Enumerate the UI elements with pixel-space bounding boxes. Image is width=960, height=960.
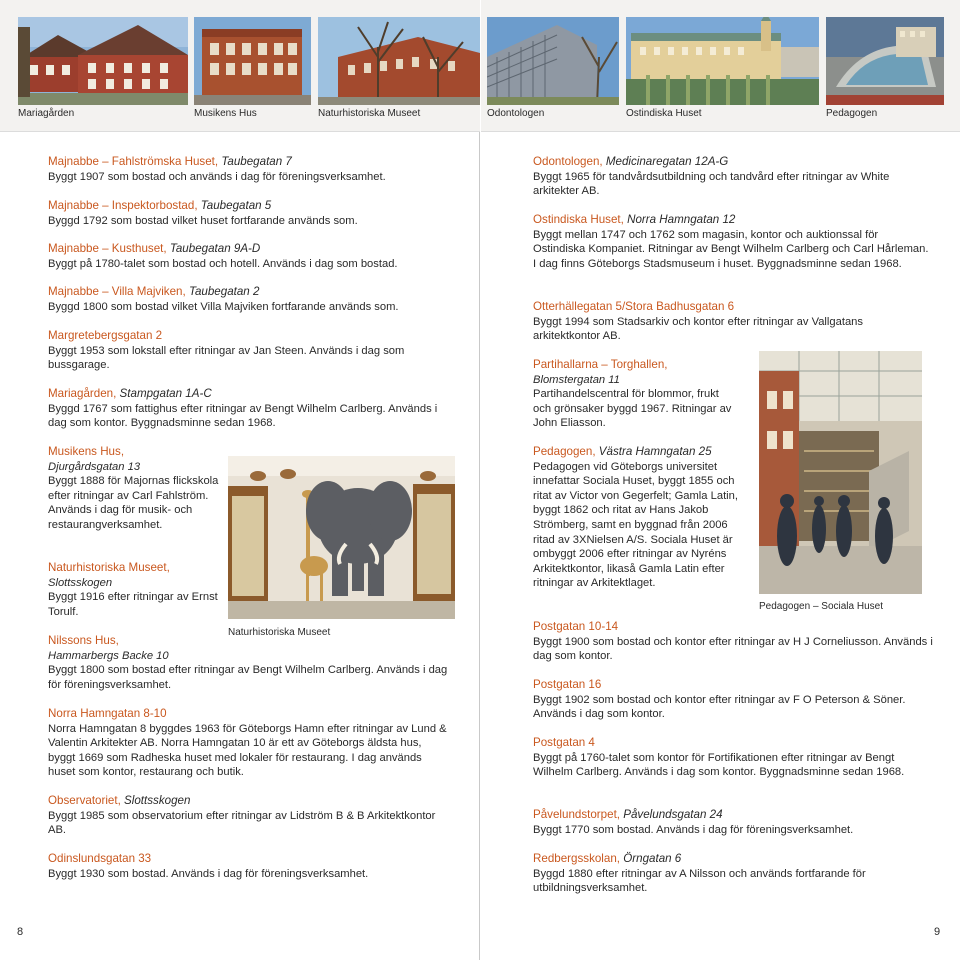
entry-text: Byggd 1767 som fattighus efter ritningar av Bengt Wilhelm Carlberg. Används i dag som kontor. Byggnadsminne sedan 1968. [48, 402, 438, 430]
caption-pedagogen: Pedagogen [826, 108, 878, 119]
entry-title: Ostindiska Huset [533, 213, 621, 226]
entry-title: Naturhistoriska Museet [48, 561, 167, 574]
entry-title: Musikens Hus [48, 445, 121, 458]
entry-title: Postgatan 10-14 [533, 620, 619, 633]
entry-title: Påvelundstorpet [533, 808, 617, 821]
entry-address: Taubegatan 5 [200, 199, 272, 212]
entry-text: Byggt 1930 som bostad. Används i dag för föreningsverksamhet. [48, 867, 369, 880]
entry-text: Pedagogen vid Göteborgs universitet innefattar Sociala Huset, byggt 1855 och ritat av Victor von Gegerfelt; Gamla Latin, byggt 1862 och ritat av Hans Jakob Strömberg, samt en byggnad från 2006 ritad av 3XNielsen A/S. Sociala Huset är ombyggt 2006 efter ritningar av Nyréns Arkitektkontor, likaså Gamla Latin efter ritningar av Arkitektlaget. [533, 460, 738, 590]
entry-title: Redbergsskolan [533, 852, 617, 865]
entry-postgatan-10-14 [533, 620, 933, 664]
entry-title: Postgatan 4 [533, 736, 595, 749]
entry-text: Byggd 1792 som bostad vilket huset fortfarande används som. [48, 214, 358, 227]
entry-address: Påvelundsgatan 24 [623, 808, 723, 821]
entry-address: Norra Hamngatan 12 [627, 213, 736, 226]
photo-musikens-hus [194, 17, 311, 105]
entry-text: Byggt mellan 1747 och 1762 som magasin, kontor och auktionssal för Ostindiska Kompaniet. Ritningar av Bengt Wilhelm Carlberg och Carl Hårleman. I dag finns Göteborgs Stadsmuseum i huset. Byggnadsminne sedan 1968. [533, 228, 929, 270]
entry-text: Byggd 1800 som bostad vilket Villa Majviken fortfarande används som. [48, 300, 399, 313]
entry-title: Pedagogen [533, 445, 593, 458]
caption-mariagarden: Mariagården [18, 108, 75, 119]
entry-address: Taubegatan 9A-D [169, 242, 261, 255]
entry-title: Majnabbe – Kusthuset [48, 242, 164, 255]
entry-text: Byggt 1900 som bostad och kontor efter ritningar av H J Corneliusson. Används i dag som kontor. [533, 635, 933, 663]
entry-text: Byggt 1902 som bostad och kontor efter ritningar av F O Peterson & Söner. Används i dag som kontor. [533, 693, 906, 721]
entry-pedagogen: Pedagogen, Västra Hamngatan 25 Pedagogen vid Göteborgs universitet innefattar Sociala Huset, byggt 1855 och ritat av Victor von Gegerfelt; Gamla Latin, byggt 1862 och ritat av Hans Jakob Strömberg, samt en byggnad från 2006 ritad av 3XNielsen A/S. Sociala Huset är ombyggt 2006 efter ritningar av Nyréns Arkitektkontor, likaså Gamla Latin efter ritningar av Arkitektlaget. [533, 445, 738, 590]
entry-inspektorbostad: Majnabbe – Inspektorbostad, Taubegatan 5 Byggd 1792 som bostad vilket huset fortfarande används som. [48, 199, 448, 228]
entry-text: Byggt 1985 som observatorium efter ritningar av Lidström B & B Arkitektkontor AB. [48, 809, 436, 837]
entry-ostindiska: Ostindiska Huset, Norra Hamngatan 12 Byggt mellan 1747 och 1762 som magasin, kontor och auktionssal för Ostindiska Kompaniet. Ritningar av Bengt Wilhelm Carlberg och Carl Hårleman. I dag finns Göteborgs Stadsmuseum i huset. Byggnadsminne sedan 1968. [533, 213, 933, 271]
photo-pedagogen [826, 17, 944, 105]
page-number: 8 [17, 926, 24, 938]
entry-text: Byggd 1880 efter ritningar av A Nilsson och används fortfarande för utbildningsverksamhet. [533, 867, 866, 895]
entry-text: Byggt på 1760-talet som kontor för Fortifikationen efter ritningar av Bengt Wilhelm Carlberg. Används i dag som kontor. Byggnadsminne sedan 1968. [533, 751, 905, 779]
entry-text: Partihandelscentral för blommor, frukt och grönsaker byggd 1967. Ritningar av John Eliasson. [533, 388, 732, 430]
entry-text: Byggt 1965 för tandvårdsutbildning och tandvård efter ritningar av White arkitekter AB. [533, 170, 890, 198]
entry-odinslundsgatan [48, 852, 448, 881]
entry-address: Slottsskogen [48, 576, 113, 589]
entry-postgatan-4 [533, 736, 923, 780]
entry-title: Otterhällegatan 5/Stora Badhusgatan 6 [533, 300, 735, 313]
photo-odontologen [487, 17, 619, 105]
entry-margretebergsgatan [48, 329, 448, 373]
entry-address: Slottsskogen [124, 794, 191, 807]
photo-ostindiska [626, 17, 819, 105]
entry-odontologen: Odontologen, Medicinaregatan 12A-G Byggt 1965 för tandvårdsutbildning och tandvård efter ritningar av White arkitekter AB. [533, 155, 933, 199]
caption-odontologen: Odontologen [487, 108, 545, 119]
entry-postgatan-16 [533, 678, 933, 722]
entry-fahlstromska: Majnabbe – Fahlströmska Huset, Taubegatan 7 Byggt 1907 som bostad och används i dag för föreningsverksamhet. [48, 155, 448, 184]
entry-pavelundstorpet: Påvelundstorpet, Påvelundsgatan 24 Byggt 1770 som bostad. Används i dag för föreningsverksamhet. [533, 808, 933, 837]
entry-title: Majnabbe – Villa Majviken [48, 285, 183, 298]
entry-title: Odontologen [533, 155, 600, 168]
entry-villa-majviken: Majnabbe – Villa Majviken, Taubegatan 2 Byggd 1800 som bostad vilket Villa Majviken fortfarande används som. [48, 285, 448, 314]
photo-naturhistoriska [318, 17, 480, 105]
caption-musikens-hus: Musikens Hus [194, 108, 257, 119]
entry-text: Byggt 1907 som bostad och används i dag för föreningsverksamhet. [48, 170, 386, 183]
entry-address: Stampgatan 1A-C [119, 387, 212, 400]
photo-mariagarden [18, 17, 188, 105]
entry-naturhistoriska: Naturhistoriska Museet, Slottsskogen Byggt 1916 efter ritningar av Ernst Torulf. [48, 561, 218, 618]
entry-address: Blomstergatan 11 [533, 373, 620, 386]
photo-strip-right [481, 0, 960, 132]
entry-text: Byggt 1888 för Majornas flickskola efter ritningar av Carl Fahlström. Används i dag för musik- och restaurangverksamhet. [48, 475, 219, 531]
entry-observatoriet: Observatoriet, Slottsskogen Byggt 1985 som observatorium efter ritningar av Lidström B & B Arkitektkontor AB. [48, 794, 448, 838]
entry-text: Byggt på 1780-talet som bostad och hotell. Används i dag som bostad. [48, 257, 398, 270]
entry-address: Djurgårdsgatan 13 [48, 460, 141, 473]
entry-partihallarna: Partihallarna – Torghallen, Blomstergatan 11 Partihandelscentral för blommor, frukt och grönsaker byggd 1967. Ritningar av John Eliasson. [533, 358, 732, 430]
entry-address: Taubegatan 7 [221, 155, 292, 168]
page-number: 9 [934, 926, 941, 938]
entry-text: Byggt 1770 som bostad. Används i dag för föreningsverksamhet. [533, 823, 854, 836]
entry-title: Partihallarna – Torghallen [533, 358, 665, 371]
entry-title: Odinslundsgatan 33 [48, 852, 152, 865]
entry-text: Byggt 1800 som bostad efter ritningar av Bengt Wilhelm Carlberg. Används i dag för föreningsverksamhet. [48, 664, 448, 691]
entry-title: Norra Hamngatan 8-10 [48, 707, 167, 720]
photo-pedagogen-interior [759, 351, 922, 594]
entry-title: Majnabbe – Fahlströmska Huset [48, 155, 215, 168]
entry-title: Margretebergsgatan 2 [48, 329, 163, 342]
entry-title: Mariagården [48, 387, 114, 400]
entry-address: Medicinaregatan 12A-G [605, 155, 729, 168]
photo-elephant-exhibit [228, 456, 455, 619]
entry-title: Nilssons Hus [48, 634, 116, 647]
entry-mariagarden: Mariagården, Stampgatan 1A-C Byggd 1767 som fattighus efter ritningar av Bengt Wilhelm Carlberg. Används i dag som kontor. Byggnadsminne sedan 1968. [48, 387, 438, 430]
entry-otterhallegatan [533, 300, 933, 344]
entry-redbergsskolan: Redbergsskolan, Örngatan 6 Byggd 1880 efter ritningar av A Nilsson och används fortfarande för utbildningsverksamhet. [533, 852, 933, 896]
photo-strip-left [0, 0, 480, 132]
entry-title: Postgatan 16 [533, 678, 602, 691]
entry-address: Västra Hamngatan 25 [598, 445, 712, 458]
entry-address: Taubegatan 2 [188, 285, 260, 298]
entry-nilssons-hus: Nilssons Hus, Hammarbergs Backe 10 Byggt 1800 som bostad efter ritningar av Bengt Wilhelm Carlberg. Används i dag för föreningsverksamhet. [48, 634, 448, 691]
entry-norra-hamngatan [48, 707, 448, 780]
entry-address: Örngatan 6 [623, 852, 682, 865]
entry-text: Byggt 1994 som Stadsarkiv och kontor efter ritningar av Vallgatans arkitektkontor AB. [533, 315, 863, 343]
photo-caption: Pedagogen – Sociala Huset [759, 601, 883, 612]
entry-title: Observatoriet [48, 794, 118, 807]
entry-kusthuset: Majnabbe – Kusthuset, Taubegatan 9A-D Byggt på 1780-talet som bostad och hotell. Används i dag som bostad. [48, 242, 448, 271]
entry-text: Byggt 1916 efter ritningar av Ernst Torulf. [48, 591, 218, 618]
photo-caption: Naturhistoriska Museet [228, 627, 331, 638]
caption-ostindiska: Ostindiska Huset [626, 108, 702, 119]
right-page [481, 0, 960, 960]
entry-title: Majnabbe – Inspektorbostad [48, 199, 195, 212]
entry-text: Byggt 1953 som lokstall efter ritningar av Jan Steen. Används i dag som bussgarage. [48, 344, 405, 372]
entry-text: Norra Hamngatan 8 byggdes 1963 för Göteborgs Hamn efter ritningar av Lund & Valentin Arkitekter AB. Norra Hamngatan 10 är ett av Göteborgs äldsta hus, byggt 1669 som Radheska huset med lokaler för restaurang. I dag används huset som kontor, restaurang och butik. [48, 722, 447, 779]
caption-naturhistoriska: Naturhistoriska Museet [318, 108, 421, 119]
entry-address: Hammarbergs Backe 10 [48, 649, 169, 662]
entry-musikens-hus: Musikens Hus, Djurgårdsgatan 13 Byggt 1888 för Majornas flickskola efter ritningar av Carl Fahlström. Används i dag för musik- och restaurangverksamhet. [48, 445, 228, 533]
